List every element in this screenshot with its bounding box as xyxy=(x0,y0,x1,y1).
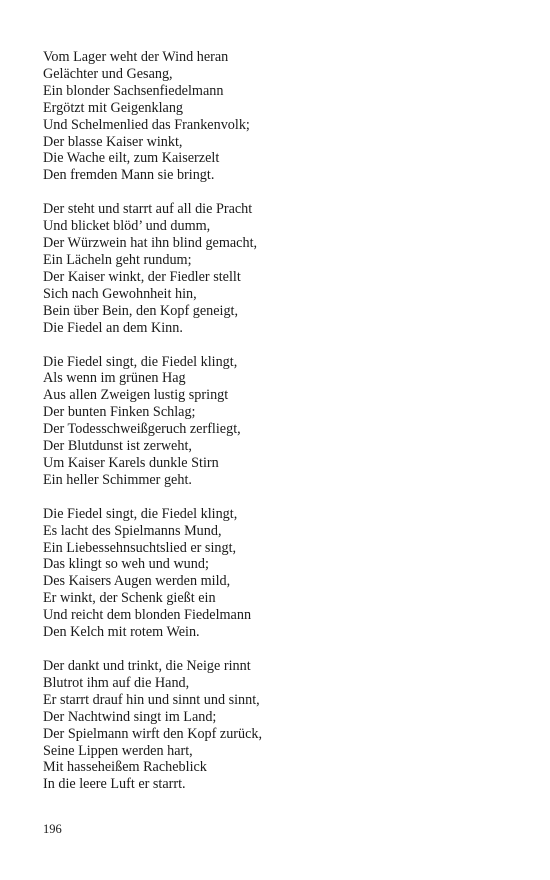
poem-line: Bein über Bein, den Kopf geneigt, xyxy=(43,302,239,319)
poem-line: Er starrt drauf hin und sinnt und sinnt, xyxy=(43,691,260,708)
poem-line: Den fremden Mann sie bringt. xyxy=(43,167,215,184)
poem-line: Der Todesschweißgeruch zerfliegt, xyxy=(43,421,241,438)
poem-line: Die Wache eilt, zum Kaiserzelt xyxy=(43,150,220,167)
poem-line: Und blicket blöd’ und dumm, xyxy=(43,218,211,235)
stanza-1 xyxy=(43,49,503,184)
poem-line: Das klingt so weh und wund; xyxy=(43,556,209,573)
poem-line: Die Fiedel singt, die Fiedel klingt, xyxy=(43,505,238,522)
poem-line: Vom Lager weht der Wind heran xyxy=(43,49,229,65)
poem-line: Ein Liebessehnsuchtslied er singt, xyxy=(43,539,237,556)
poem-line: Ein Lächeln geht rundum; xyxy=(43,251,192,268)
poem-line: Der steht und starrt auf all die Pracht xyxy=(43,201,253,218)
poem-line: Um Kaiser Karels dunkle Stirn xyxy=(43,454,219,471)
poem-line: Und Schelmenlied das Frankenvolk; xyxy=(43,116,250,133)
poem-line: Es lacht des Spielmanns Mund, xyxy=(43,522,222,539)
poem-line: Mit hasseheißem Racheblick xyxy=(43,759,207,776)
poem-line: Die Fiedel singt, die Fiedel klingt, xyxy=(43,353,238,370)
poem-body xyxy=(43,49,503,810)
stanza-2 xyxy=(43,201,503,336)
poem-line: Der Würzwein hat ihn blind gemacht, xyxy=(43,235,258,252)
poem-line: Den Kelch mit rotem Wein. xyxy=(43,624,200,641)
poem-line: Der dankt und trinkt, die Neige rinnt xyxy=(43,658,251,674)
poem-line: Ergötzt mit Geigenklang xyxy=(43,99,184,116)
poem-line: Der blasse Kaiser winkt, xyxy=(43,133,183,150)
poem-line: Die Fiedel an dem Kinn. xyxy=(43,319,183,336)
stanza-4 xyxy=(43,506,503,641)
poem-line: Seine Lippen werden hart, xyxy=(43,742,193,759)
poem-line: Der Spielmann wirft den Kopf zurück, xyxy=(43,725,263,742)
poem-line: Er winkt, der Schenk gießt ein xyxy=(43,590,216,607)
page-number: 196 xyxy=(43,822,62,836)
poem-line: Ein heller Schimmer geht. xyxy=(43,471,192,488)
poem-line: Der Blutdunst ist zerweht, xyxy=(43,438,192,455)
poem-line: Des Kaisers Augen werden mild, xyxy=(43,573,231,590)
poem-line: Der Nachtwind singt im Land; xyxy=(43,708,217,725)
stanza-3 xyxy=(43,354,503,489)
poem-line: Aus allen Zweigen lustig springt xyxy=(43,387,229,404)
poem-line: Der bunten Finken Schlag; xyxy=(43,404,196,421)
poem-line: Blutrot ihm auf die Hand, xyxy=(43,674,190,691)
poem-line: Sich nach Gewohnheit hin, xyxy=(43,285,197,302)
poem-line: Und reicht dem blonden Fiedelmann xyxy=(43,607,252,624)
poem-line: Ein blonder Sachsenfiedelmann xyxy=(43,82,224,99)
poem-line: Gelächter und Gesang, xyxy=(43,65,173,82)
poem-line: In die leere Luft er starrt. xyxy=(43,776,186,793)
poem-line: Als wenn im grünen Hag xyxy=(43,370,186,387)
poem-line: Der Kaiser winkt, der Fiedler stellt xyxy=(43,268,241,285)
stanza-5 xyxy=(43,658,503,793)
